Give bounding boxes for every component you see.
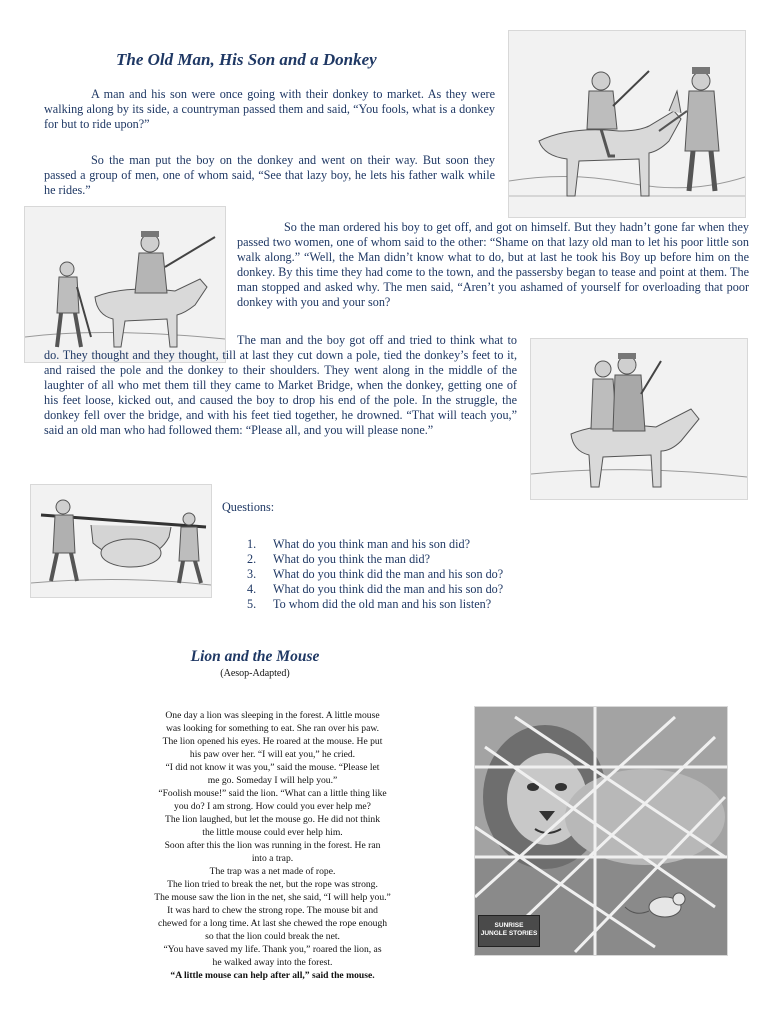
story-line: One day a lion was sleeping in the forest. A little mouse [165,710,380,721]
questions-heading: Questions: [222,500,275,514]
question-item [247,582,567,597]
question-item [247,537,567,552]
story-line: so that the lion could break the net. [205,931,340,942]
story-line: his paw over her. “I will eat you,” he cried. [189,749,356,760]
story-line: you do? I am strong. How could you ever help me? [174,801,371,812]
story-line: The lion tried to break the net, but the rope was strong. [167,879,378,890]
question-number: 1. [247,537,257,551]
question-text: What do you think man and his son did? [273,537,471,551]
story-line: me go. Someday I will help you.” [207,775,338,786]
lion-story-text [110,709,435,982]
question-text: What do you think did the man and his son do? [273,567,504,581]
story-line: he walked away into the forest. [212,957,333,968]
story-line: “You have saved my life. Thank you,” roared the lion, as [163,944,382,955]
story-line: “I did not know it was you,” said the mouse. “Please let [165,762,380,773]
boy-rides-donkey-drawing [509,31,745,217]
story-moral: “A little mouse can help after all,” said the mouse. [170,970,375,981]
questions-list [247,537,567,612]
story-line: was looking for something to eat. She ran over his paw. [165,723,380,734]
story-line: The trap was a net made of rope. [209,866,336,877]
story-line: Soon after this the lion was running in the forest. He ran [164,840,381,851]
story-line: The mouse saw the lion in the net, she said, “I will help you.” [154,892,391,903]
question-number: 3. [247,567,257,581]
question-text: What do you think the man did? [273,552,431,566]
stamp-line-1: SUNRISE [494,922,524,929]
story-line: The lion opened his eyes. He roared at the mouse. He put [162,736,383,747]
story-line: into a trap. [251,853,294,864]
story-title: The Old Man, His Son and a Donkey [116,50,377,69]
carry-donkey-drawing [31,485,211,597]
story-2-title: Lion and the Mouse [190,648,320,665]
question-number: 2. [247,552,257,566]
story-paragraph-2: So the man put the boy on the donkey and went on their way. But soon they passed a group of men, one of whom said, “See that lazy boy, he lets his father walk while he rides.” [44,153,495,197]
question-number: 5. [247,597,257,611]
question-text: To whom did the old man and his son listen? [273,597,492,611]
carry-donkey-on-pole-illustration [30,484,212,598]
lion-in-net-illustration [474,706,728,956]
question-number: 4. [247,582,257,596]
story-line: chewed for a long time. At last she chewed the rope enough [157,918,388,929]
story-line: It was hard to chew the strong rope. The mouse bit and [167,905,378,916]
story-paragraph-4: The man and the boy got off and tried to think what to do. They thought and they thought, till at last they cut down a pole, tied the donkey’s feet to it, and raised the pole and the donkey to their shoulders. They went along in the middle of the laughter of all who met them till they came to Market Bridge, when the donkey, getting one of his feet loose, kicked out, and caused the boy to drop his end of the pole. In the struggle, the donkey fell over the bridge, and with his feet tied together, he drowned. “That will teach you,” said an old man who had followed them: “Please all, and you will please none.” [44,333,517,437]
question-item [247,552,567,567]
question-text: What do you think did the man and his son do? [273,582,504,596]
question-item [247,597,567,612]
stamp-line-2: JUNGLE STORIES [480,930,538,937]
story-2-subtitle: (Aesop-Adapted) [220,668,290,679]
both-ride-donkey-illustration [530,338,748,500]
both-ride-donkey-drawing [531,339,747,499]
question-item [247,567,567,582]
story-paragraph-1: A man and his son were once going with their donkey to market. As they were walking along by its side, a countryman passed them and said, “You fools, what is a donkey for but to ride upon?” [44,87,495,131]
story-line: “Foolish mouse!” said the lion. “What can a little thing like [158,788,387,799]
story-paragraph-3: So the man ordered his boy to get off, and got on himself. But they hadn’t gone far when they passed two women, one of whom said to the other: “Shame on that lazy old man to let his poor little son walk along.” “Well, the Man didn’t know what to do, but at last he took his Boy up before him on the donkey. By this time they had come to the town, and the passersby began to tease and point at them. The man stopped and asked why. The men said, “Aren’t you ashamed of yourself for overloading that poor donkey with you and your son? [237,220,749,309]
boy-rides-donkey-illustration [508,30,746,218]
story-line: The lion laughed, but let the mouse go. He did not think [164,814,381,825]
jungle-stories-stamp [478,915,540,947]
story-line: the little mouse could ever help him. [202,827,343,838]
